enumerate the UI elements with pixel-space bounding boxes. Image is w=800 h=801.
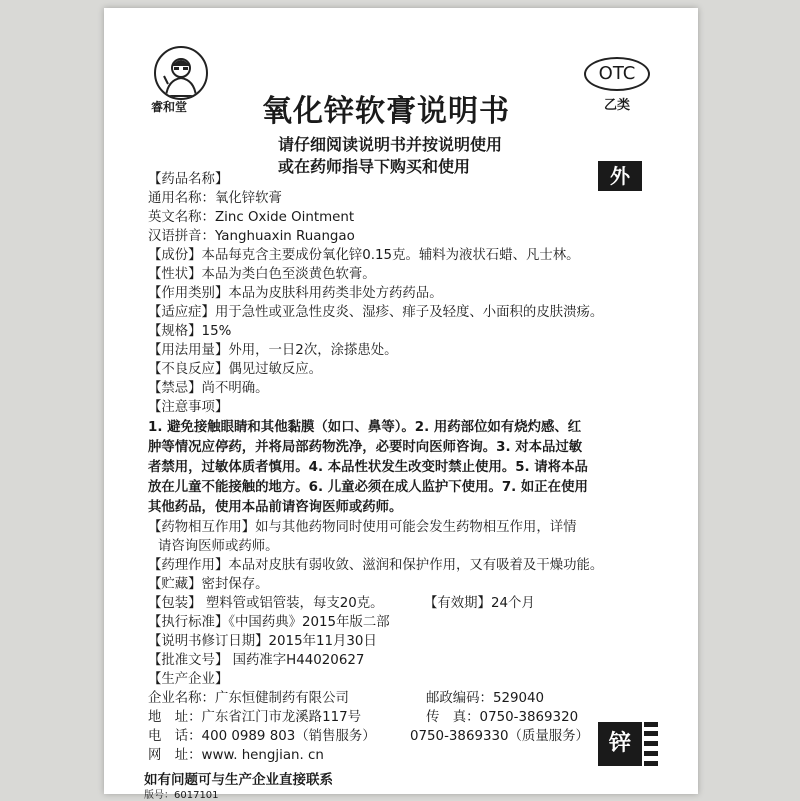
manufacturer-fax: 传 真：0750-3869320 xyxy=(426,710,579,725)
brand-logo-icon xyxy=(154,46,208,100)
subtitle-line-1: 请仔细阅读说明书并按说明使用 xyxy=(278,135,503,154)
section-standard: 【执行标准】《中国药典》2015年版二部 xyxy=(148,615,390,630)
zinc-mark-bars-icon xyxy=(644,722,658,766)
version-number: 版号：6017101 xyxy=(144,790,219,801)
section-package: 【包装】 塑料管或铝管装，每支20克。 xyxy=(148,596,384,611)
section-adverse-reactions: 【不良反应】偶见过敏反应。 xyxy=(148,362,323,377)
section-indications: 【适应症】用于急性或亚急性皮炎、湿疹、痱子及轻度、小面积的皮肤溃疡。 xyxy=(148,305,604,320)
pinyin-name: 汉语拼音：Yanghuaxin Ruangao xyxy=(148,229,355,244)
section-validity: 【有效期】24个月 xyxy=(424,596,535,611)
zinc-mark: 锌 xyxy=(598,722,642,766)
section-precautions-heading: 【注意事项】 xyxy=(148,400,229,415)
generic-name: 通用名称：氧化锌软膏 xyxy=(148,191,282,206)
section-drug-name-heading: 【药品名称】 xyxy=(148,172,229,187)
precautions-line: 其他药品，使用本品前请咨询医师或药师。 xyxy=(148,500,403,515)
precautions-line: 放在儿童不能接触的地方。6. 儿童必须在成人监护下使用。7. 如正在使用 xyxy=(148,480,588,495)
manufacturer-postal-code: 邮政编码：529040 xyxy=(426,691,545,706)
section-ingredients: 【成份】本品每克含主要成份氧化锌0.15克。辅料为液状石蜡、凡士林。 xyxy=(148,248,580,263)
subtitle-line-2: 或在药师指导下购买和使用 xyxy=(278,157,471,176)
otc-class-label: 乙类 xyxy=(604,98,631,113)
section-specification: 【规格】15% xyxy=(148,324,232,339)
manufacturer-phone-sales: 电 话：400 0989 803（销售服务） xyxy=(148,729,376,744)
section-interactions-cont: 请咨询医师或药师。 xyxy=(158,539,279,554)
otc-badge: OTC xyxy=(584,57,650,91)
brand-name: 睿和堂 xyxy=(151,100,188,114)
section-dosage: 【用法用量】外用，一日2次，涂搽患处。 xyxy=(148,343,398,358)
precautions-line: 肿等情况应停药，并将局部药物洗净，必要时向医师咨询。3. 对本品过敏 xyxy=(148,440,583,455)
precautions-line: 1. 避免接触眼睛和其他黏膜（如口、鼻等）。2. 用药部位如有烧灼感、红 xyxy=(148,420,582,435)
contact-notice: 如有问题可与生产企业直接联系 xyxy=(144,772,333,788)
section-category: 【作用类别】本品为皮肤科用药类非处方药药品。 xyxy=(148,286,443,301)
document-title: 氧化锌软膏说明书 xyxy=(262,94,510,129)
section-manufacturer-heading: 【生产企业】 xyxy=(148,672,229,687)
section-interactions: 【药物相互作用】如与其他药物同时使用可能会发生药物相互作用，详情 xyxy=(148,520,577,535)
manufacturer-website: 网 址：www. hengjian. cn xyxy=(148,748,324,763)
section-contraindications: 【禁忌】尚不明确。 xyxy=(148,381,269,396)
precautions-line: 者禁用，过敏体质者慎用。4. 本品性状发生改变时禁止使用。5. 请将本品 xyxy=(148,460,588,475)
manufacturer-phone-quality: 0750-3869330（质量服务） xyxy=(410,729,589,744)
leaflet-sheet xyxy=(104,8,698,801)
english-name: 英文名称：Zinc Oxide Ointment xyxy=(148,210,355,225)
section-storage: 【贮藏】密封保存。 xyxy=(148,577,269,592)
section-properties: 【性状】本品为类白色至淡黄色软膏。 xyxy=(148,267,376,282)
external-use-mark: 外 xyxy=(598,161,642,191)
section-approval-number: 【批准文号】 国药准字H44020627 xyxy=(148,653,365,668)
section-revision-date: 【说明书修订日期】2015年11月30日 xyxy=(148,634,377,649)
manufacturer-address: 地 址：广东省江门市龙溪路117号 xyxy=(148,710,362,725)
manufacturer-company: 企业名称：广东恒健制药有限公司 xyxy=(148,691,349,706)
section-pharmacology: 【药理作用】本品对皮肤有弱收敛、滋润和保护作用，又有吸着及干燥功能。 xyxy=(148,558,604,573)
